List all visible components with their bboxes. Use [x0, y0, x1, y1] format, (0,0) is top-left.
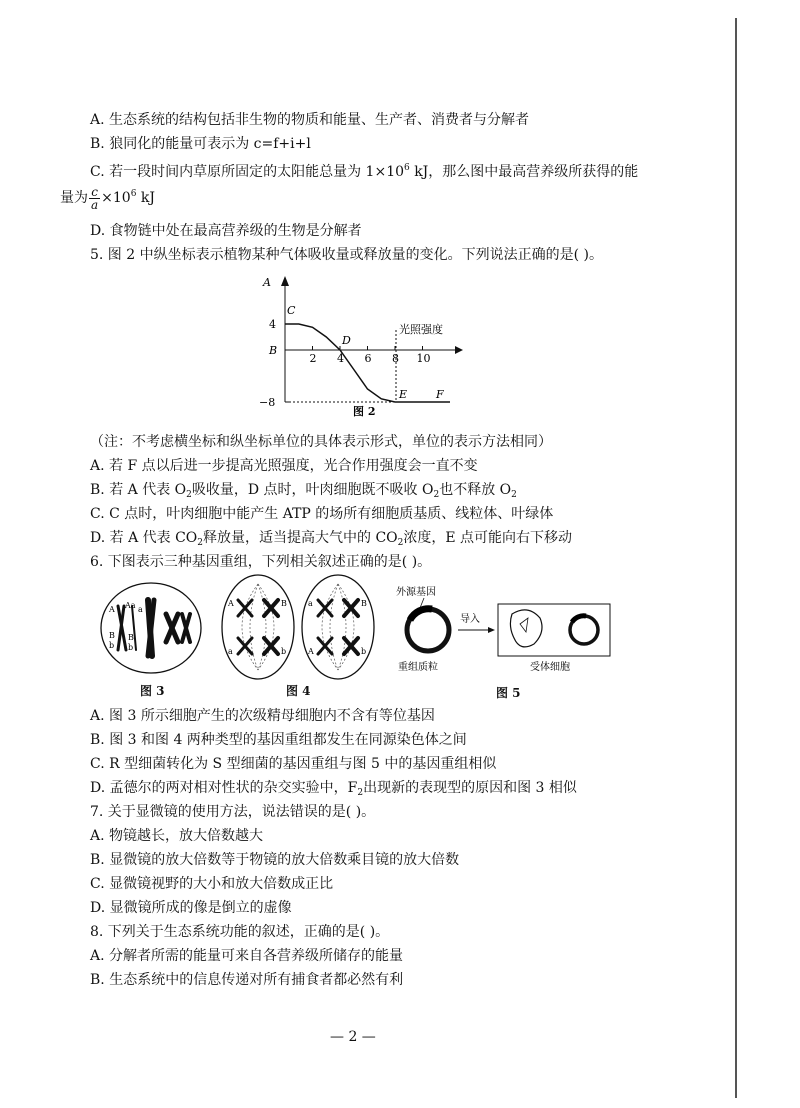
q6-stem: 6. 下图表示三种基因重组，下列相关叙述正确的是( )。 [90, 554, 432, 570]
plasmid-label: 重组质粒 [398, 662, 438, 673]
q5-note: （注：不考虑横坐标和纵坐标单位的具体表示形式，单位的表示方法相同） [90, 434, 552, 450]
exogenous-gene-label: 外源基因 [396, 587, 436, 598]
point-label-f: F [436, 388, 444, 401]
q7-option-b: B. 显微镜的放大倍数等于物镜的放大倍数乘目镜的放大倍数 [90, 852, 460, 868]
q4-option-c-line2: 量为 $\frac{c}{a}$ $\times 10^6$ kJ [60, 184, 155, 212]
page-number: — 2 — [330, 1029, 376, 1045]
q7-option-c: C. 显微镜视野的大小和放大倍数成正比 [90, 876, 334, 892]
recipient-cell-label: 受体细胞 [530, 662, 570, 673]
figure-5-caption: 图 5 [496, 686, 521, 700]
q5-option-d: D. 若 A 代表 $CO_2$释放量，适当提高大气中的 $CO_2$浓度，E 点可能向右下移动 [90, 530, 573, 548]
point-label-c: C [287, 304, 296, 317]
into-label: 导入 [460, 614, 480, 625]
y-tick-label: B [269, 344, 278, 357]
figure-5-diagram [394, 582, 614, 678]
y-axis-label: A [263, 276, 271, 289]
gene-label: B [109, 631, 115, 640]
x-tick-label: 10 [416, 352, 431, 365]
chromosomes [238, 600, 358, 654]
q7-option-d: D. 显微镜所成的像是倒立的虚像 [90, 900, 292, 916]
point-label-d: D [342, 334, 351, 347]
spindle-fibers [242, 584, 354, 670]
q5-option-a: A. 若 F 点以后进一步提高光照强度，光合作用强度会一直不变 [90, 458, 478, 474]
chart-title: 图 2 [353, 405, 376, 418]
cell-membrane-right [302, 575, 374, 679]
gene-label: B [281, 599, 287, 608]
q6-option-b: B. 图 3 和图 4 两种类型的基因重组都发生在同源染色体之间 [90, 732, 467, 748]
gene-label: a [138, 605, 143, 614]
figure-3-cell [96, 578, 206, 688]
gene-label: a [228, 647, 233, 656]
x-tick-label: 2 [309, 352, 317, 365]
q5-stem: 5. 图 2 中纵坐标表示植物某种气体吸收量或释放量的变化。下列说法正确的是( )。 [90, 247, 603, 263]
gene-label: b [128, 643, 134, 652]
arrow-head [488, 627, 495, 633]
gene-label: A [109, 605, 115, 614]
x-tick-label: 8 [392, 352, 399, 365]
gene-segment-in-cell [572, 616, 586, 622]
gene-label: B [361, 599, 367, 608]
q4-option-b: B. 狼同化的能量可表示为 c=f+i+l [90, 136, 311, 152]
fraction-c-over-a: $\frac{c}{a}$ [91, 184, 99, 212]
figure-3-caption: 图 3 [140, 684, 165, 698]
q7-stem: 7. 关于显微镜的使用方法，说法错误的是( )。 [90, 804, 376, 820]
cell-membrane-left [222, 575, 294, 679]
gene-label: B [128, 633, 134, 642]
q8-stem: 8. 下列关于生态系统功能的叙述，正确的是( )。 [90, 924, 390, 940]
q6-option-a: A. 图 3 所示细胞产生的次级精母细胞内不含有等位基因 [90, 708, 435, 724]
q5-option-b: B. 若 A 代表 $O_2$吸收量，D 点时，叶肉细胞既不吸收 $O_2$也不释放 $O_2$ [90, 482, 517, 500]
x-axis-label: 光照强度 [399, 323, 443, 336]
q4-option-d: D. 食物链中处在最高营养级的生物是分解者 [90, 223, 362, 239]
gene-label: Aa [125, 601, 136, 610]
y-tick-label: 4 [269, 318, 276, 331]
point-label-e: E [399, 388, 408, 401]
figure-2-chart [255, 270, 485, 420]
gene-label: A [308, 647, 314, 656]
gene-label: b [281, 647, 287, 656]
q7-option-a: A. 物镜越长，放大倍数越大 [90, 828, 264, 844]
y-tick-label: −8 [259, 396, 276, 409]
inserted-gene-segment [410, 609, 432, 620]
q4-option-c-line1: C. 若一段时间内草原所固定的太阳能总量为 $1\times 10^6$ kJ，那么图中最高营养级所获得的能 [90, 163, 639, 180]
q6-option-c: C. R 型细菌转化为 S 型细菌的基因重组与图 5 中的基因重组相似 [90, 756, 497, 772]
cell-organelle [520, 618, 528, 632]
y-axis-arrow [281, 276, 289, 286]
q6-option-d: D. 孟德尔的两对相对性状的杂交实验中，$F_2$出现新的表现型的原因和图 3 相似 [90, 780, 577, 798]
q5-option-c: C. C 点时，叶肉细胞中能产生 ATP 的场所有细胞质基质、线粒体、叶绿体 [90, 506, 554, 522]
gene-label: A [228, 599, 234, 608]
x-axis-arrow [455, 346, 463, 354]
x-tick-label: 6 [364, 352, 372, 365]
gene-label: b [109, 641, 115, 650]
figure-4-caption: 图 4 [286, 684, 311, 698]
x-tick-label: 4 [337, 352, 344, 365]
page-edge-line [735, 18, 737, 1098]
figure-4-cells [218, 572, 380, 684]
q4-option-a: A. 生态系统的结构包括非生物的物质和能量、生产者、消费者与分解者 [90, 112, 530, 128]
q8-option-a: A. 分解者所需的能量可来自各营养级所储存的能量 [90, 948, 404, 964]
gene-label: b [361, 647, 367, 656]
gene-label: a [308, 599, 313, 608]
q8-option-b: B. 生态系统中的信息传递对所有捕食者都必然有利 [90, 972, 404, 988]
